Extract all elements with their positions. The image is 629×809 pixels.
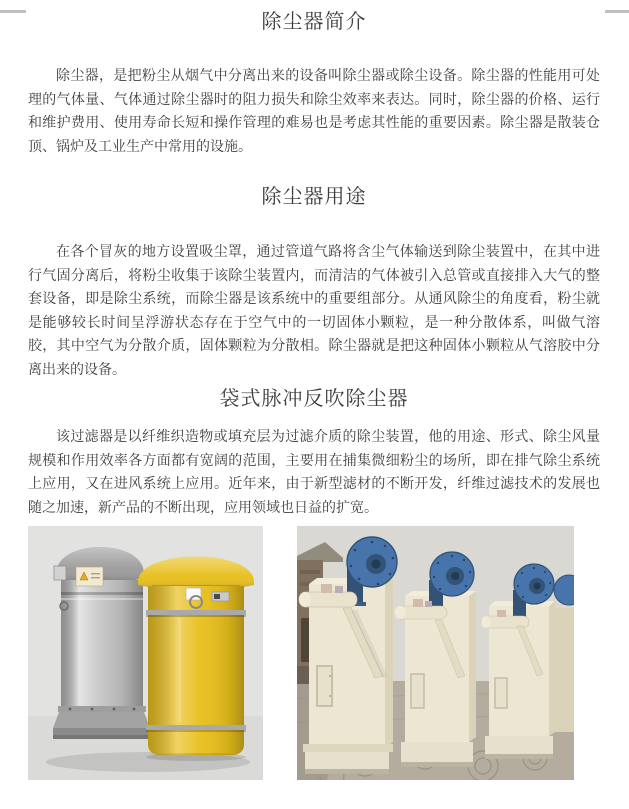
window-edge-fragment-right	[605, 10, 629, 13]
photo-silo-top-collectors	[28, 526, 263, 780]
section-3-body: 该过滤器是以纤维织造物或填充层为过滤介质的除尘装置，他的用途、形式、除尘风量规模和作用效率各方面都有宽阔的范围，主要用在捕集微细粉尘的场所，即在排气除尘系统上应用，又在进风系统上应用。近年来，由于新型滤材的不断开发，纤维过滤技术的发展也随之加速，新产品的不断出现，应用领域也日益的扩宽。	[28, 430, 600, 516]
name-plate	[186, 588, 201, 600]
bag-filter-units-image	[297, 526, 574, 780]
base-skirt	[53, 712, 150, 728]
lower-clamp-ring	[146, 725, 246, 730]
section-1-title: 除尘器简介	[261, 11, 367, 33]
section-3-title: 袋式脉冲反吹除尘器	[219, 388, 409, 410]
yellow-collector	[138, 557, 254, 762]
upper-clamp-ring	[146, 610, 246, 615]
window-edge-fragment-left	[0, 10, 26, 13]
document-page	[0, 10, 629, 780]
section-1-body: 除尘器，是把粉尘从烟气中分离出来的设备叫除尘器或除尘设备。除尘器的性能用可处理的气体量、气体通过除尘器时的阻力损失和除尘效率来表达。同时，除尘器的价格、运行和维护费用、使用寿命长短和操作管理的难易也是考虑其性能的重要因素。除尘器是散装仓顶、锅炉及工业生产中常用的设施。	[28, 69, 600, 155]
figure-row	[28, 526, 600, 780]
section-2-body: 在各个冒灰的地方设置吸尘罩，通过管道气路将含尘气体输送到除尘装置中，在其中进行气固分离后，将粉尘收集于该除尘装置内，而清洁的气体被引入总管或直接排入大气的整套设备，即是除尘系统，而除尘器是该系统中的重要组部分。从通风除尘的角度看，粉尘就是能够较长时间呈浮游状态存在于空气中的一切固体小颗粒，是一种分散体系，叫做气溶胶，其中空气为分散介质，固体颗粒为分散相。除尘器就是把这种固体小颗粒从气溶胶中分离出来的设备。	[28, 245, 600, 378]
photo-bag-filter-units	[297, 526, 574, 780]
gray-steel-collector	[53, 547, 150, 739]
silo-collectors-image	[28, 526, 263, 780]
section-2-title: 除尘器用途	[261, 186, 367, 208]
junction-box	[54, 566, 66, 580]
haze-overlay	[297, 526, 574, 780]
warning-label	[76, 567, 103, 586]
